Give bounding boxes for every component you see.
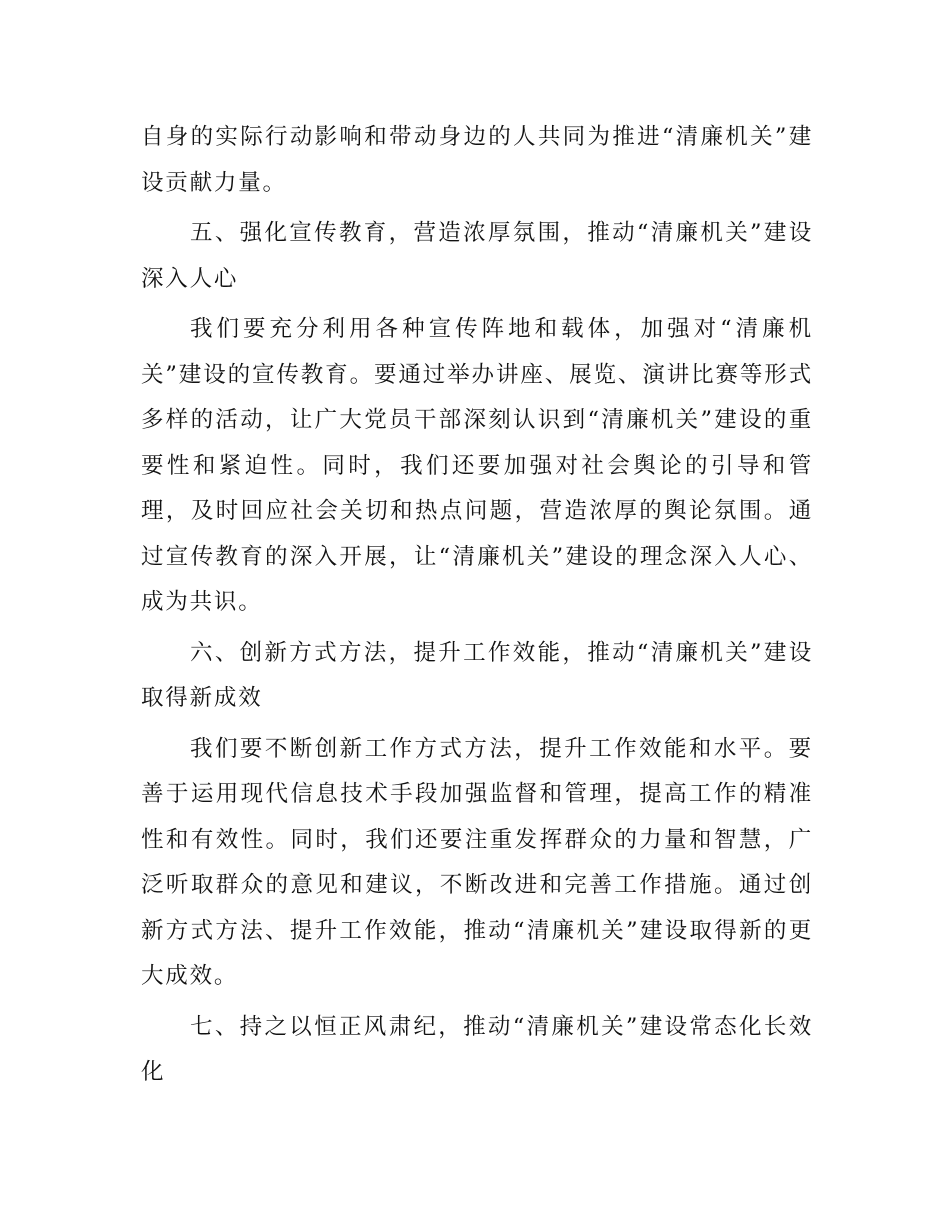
paragraph-innovation-methods: 我们要不断创新工作方式方法，提升工作效能和水平。要善于运用现代信息技术手段加强监督和管理，提高工作的精准性和有效性。同时，我们还要注重发挥群众的力量和智慧，广泛听取群众的意见和建议，不断改进和完善工作措施。通过创新方式方法、提升工作效能，推动“清廉机关”建设取得新的更大成效。 xyxy=(141,735,813,989)
section-heading-five: 五、强化宣传教育，营造浓厚氛围，推动“清廉机关”建设深入人心 xyxy=(141,220,813,292)
paragraph-publicity-education: 我们要充分利用各种宣传阵地和载体，加强对“清廉机关”建设的宣传教育。要通过举办讲座、展览、演讲比赛等形式多样的活动，让广大党员干部深刻认识到“清廉机关”建设的重要性和紧迫性。同时，我们还要加强对社会舆论的引导和管理，及时回应社会关切和热点问题，营造浓厚的舆论氛围。通过宣传教育的深入开展，让“清廉机关”建设的理念深入人心、成为共识。 xyxy=(141,316,813,615)
section-heading-seven: 七、持之以恒正风肃纪，推动“清廉机关”建设常态化长效化 xyxy=(141,1013,813,1085)
paragraph-continuation: 自身的实际行动影响和带动身边的人共同为推进“清廉机关”建设贡献力量。 xyxy=(141,124,813,196)
section-heading-six: 六、创新方式方法，提升工作效能，推动“清廉机关”建设取得新成效 xyxy=(141,639,813,711)
document-body xyxy=(141,115,813,1101)
